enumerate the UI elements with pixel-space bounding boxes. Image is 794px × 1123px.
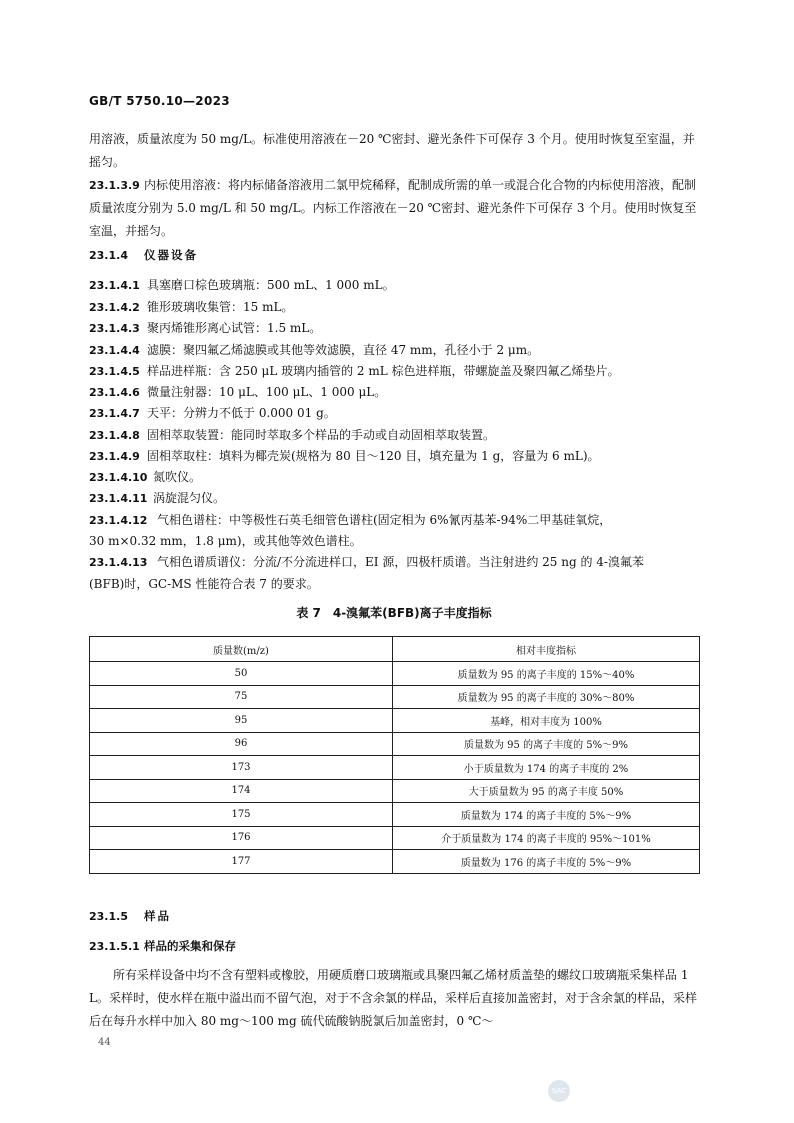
section-number: 23.1.5 [89,910,128,923]
table-cell: 50 [90,662,393,686]
equipment-item: 23.1.4.6 微量注射器：10 μL、100 μL、1 000 μL。 [89,385,387,399]
section-heading-23-1-5 [89,908,171,924]
equipment-item: 23.1.4.4 滤膜：聚四氟乙烯滤膜或其他等效滤膜，直径 47 mm，孔径小于 2 μm。 [89,343,540,357]
table-cell: 质量数为 176 的离子丰度的 5%～9% [393,850,700,874]
section-title: 样品 [144,909,171,923]
paragraph-23-1-3-9 [89,174,699,243]
standard-code: GB/T 5750.10—2023 [89,94,230,108]
table-cell: 介于质量数为 174 的离子丰度的 95%～101% [393,826,700,850]
equipment-item: 23.1.4.2 锥形玻璃收集管：15 mL。 [89,300,294,314]
table-cell: 质量数为 95 的离子丰度的 15%～40% [393,662,700,686]
equipment-item: 23.1.4.11 涡旋混匀仪。 [89,491,226,505]
column-header: 质量数(m/z) [90,637,393,662]
table-cell: 174 [90,779,393,803]
table-row [90,826,700,850]
equipment-item-continuation: (BFB)时，GC-MS 性能符合表 7 的要求。 [89,577,319,591]
equipment-item: 23.1.4.12 气相色谱柱：中等极性石英毛细管色谱柱(固定相为 6%氰丙基苯-94%二甲基硅氧烷， [89,513,612,527]
table-cell: 96 [90,732,393,756]
section-heading-23-1-4 [89,247,198,263]
table-row [90,850,700,874]
equipment-item-continuation: 30 m×0.32 mm，1.8 μm)，或其他等效色谱柱。 [89,534,362,548]
page-number: 44 [98,1037,111,1048]
table-cell: 176 [90,826,393,850]
table-cell: 小于质量数为 174 的离子丰度的 2% [393,756,700,780]
section-title: 仪器设备 [144,248,198,262]
sampling-paragraph: 所有采样设备中均不含有塑料或橡胶，用硬质磨口玻璃瓶或具聚四氟乙烯材质盖垫的螺纹口玻璃瓶采集样品 1 L。采样时，使水样在瓶中溢出而不留气泡，对于不含余氯的样品，采样后直接加盖密封，对于含余氯的样品，采样后在每升水样中加入 80 mg～100 mg 硫代硫酸钠脱氯后加盖密封，0 ℃～ [89,968,697,1028]
table-row [90,756,700,780]
equipment-item: 23.1.4.13 气相色谱质谱仪：分流/不分流进样口，EI 源，四极杆质谱。当注射进约 25 ng 的 4-溴氟苯 [89,555,644,569]
table-cell: 95 [90,709,393,733]
watermark-logo: SAC [548,1080,570,1102]
table-cell: 基峰，相对丰度为 100% [393,709,700,733]
continuation-paragraph: 用溶液，质量浓度为 50 mg/L。标准使用溶液在－20 ℃密封、避光条件下可保存 3 个月。使用时恢复至室温，并摇匀。 [89,132,695,169]
equipment-item: 23.1.4.9 固相萃取柱：填料为椰壳炭(规格为 80 目～120 目，填充量为 1 g，容量为 6 mL)。 [89,449,600,463]
table-row [90,779,700,803]
table-cell: 175 [90,803,393,827]
table-cell: 大于质量数为 95 的离子丰度 50% [393,779,700,803]
section-heading-23-1-5-1 [89,938,236,954]
clause-text: 内标使用溶液：将内标储备溶液用二氯甲烷稀释，配制成所需的单一或混合化合物的内标使用溶液，配制质量浓度分别为 5.0 mg/L 和 50 mg/L。内标工作溶液在－20 ℃密封、避光条件下可保存 3 个月。使用时恢复至室温，并摇匀。 [89,178,697,238]
table-cell: 173 [90,756,393,780]
equipment-item: 23.1.4.7 天平：分辨力不低于 0.000 01 g。 [89,406,336,420]
table-row [90,803,700,827]
table-cell: 质量数为 95 的离子丰度的 5%～9% [393,732,700,756]
table-cell: 质量数为 95 的离子丰度的 30%～80% [393,685,700,709]
table-cell: 75 [90,685,393,709]
column-header: 相对丰度指标 [393,637,700,662]
table-row [90,732,700,756]
equipment-item: 23.1.4.8 固相萃取装置：能同时萃取多个样品的手动或自动固相萃取装置。 [89,428,496,442]
section-number: 23.1.5.1 [89,940,140,953]
section-number: 23.1.4 [89,249,128,262]
bfb-ion-abundance-table [89,636,700,874]
equipment-item: 23.1.4.10 氮吹仪。 [89,470,202,484]
table-row [90,709,700,733]
table-row [90,662,700,686]
clause-number: 23.1.3.9 [89,179,140,192]
table-cell: 质量数为 174 的离子丰度的 5%～9% [393,803,700,827]
table-header-row [90,637,700,662]
section-title: 样品的采集和保存 [144,939,236,953]
table-cell: 177 [90,850,393,874]
table-row [90,685,700,709]
equipment-item: 23.1.4.1 具塞磨口棕色玻璃瓶：500 mL、1 000 mL。 [89,278,395,292]
equipment-item: 23.1.4.5 样品进样瓶：含 250 μL 玻璃内插管的 2 mL 棕色进样瓶，带螺旋盖及聚四氟乙烯垫片。 [89,364,620,378]
equipment-item: 23.1.4.3 聚丙烯锥形离心试管：1.5 mL。 [89,321,322,335]
table-caption: 表 7 4-溴氟苯(BFB)离子丰度指标 [296,606,492,620]
